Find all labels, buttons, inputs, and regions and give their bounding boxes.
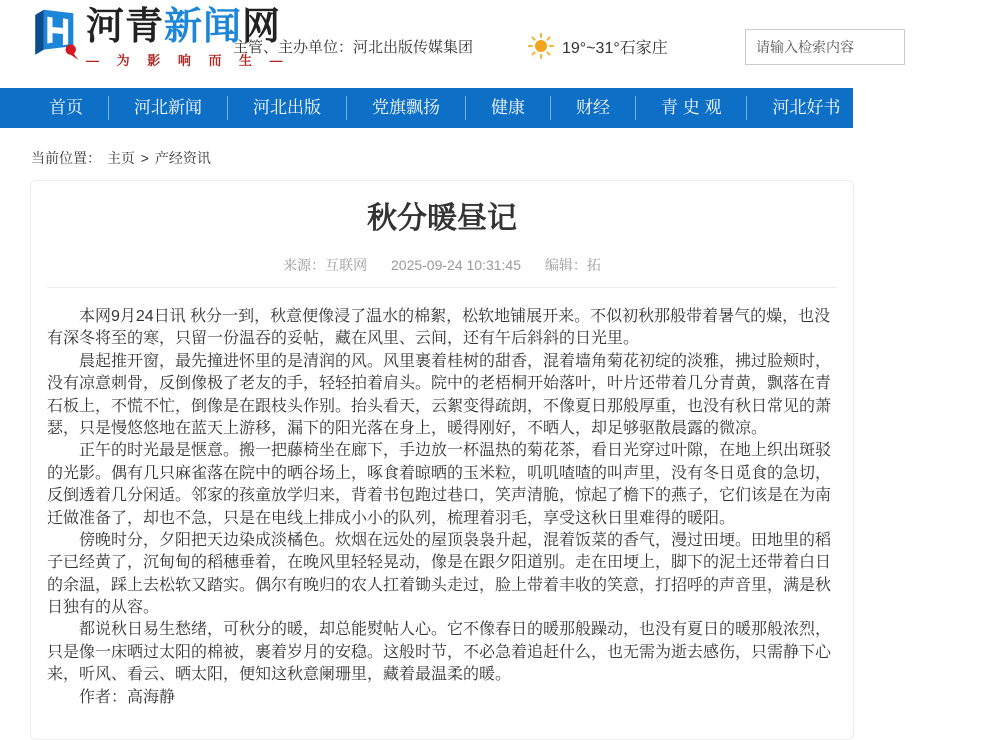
article-source: 来源：互联网	[283, 257, 368, 273]
article-paragraph: 正午的时光最是惬意。搬一把藤椅坐在廊下，手边放一杯温热的菊花茶，看日光穿过叶隙，在地上织出斑驳的光影。偶有几只麻雀落在院中的晒谷场上，啄食着晾晒的玉米粒，叽叽喳喳的叫声里，没有冬日觅食的急切，反倒透着几分闲适。邻家的孩童放学归来，背着书包跑过巷口，笑声清脆，惊起了檐下的燕子，它们该是在为南迁做准备了，却也不急，只是在电线上排成小小的队列，梳理着羽毛，享受这秋日里难得的暖阳。	[47, 442, 832, 527]
nav-item-hebei-books[interactable]: 河北好书	[747, 96, 866, 120]
breadcrumb-current: 产经资讯	[154, 150, 211, 166]
article-paragraph: 本网9月24日讯 秋分一到，秋意便像浸了温水的棉絮，松软地铺展开来。不似初秋那般带着暑气的燥，也没有深冬将至的寒，只留一份温吞的妥帖，藏在风里、云间，还有午后斜斜的日光里。	[47, 308, 831, 348]
nav-item-hebei-news[interactable]: 河北新闻	[109, 96, 228, 120]
sun-icon	[528, 33, 554, 59]
article-paragraph: 都说秋日易生愁绪，可秋分的暖，却总能熨帖人心。它不像春日的暖那般躁动，也没有夏日的暖那般浓烈，只是像一床晒过太阳的棉被，裹着岁月的安稳。这般时节，不必急着追赶什么，也无需为逝去感伤，只需静下心来，听风、看云、晒太阳，便知这秋意阑珊里，藏着最温柔的暖。	[47, 621, 832, 684]
article-paragraph: 晨起推开窗，最先撞进怀里的是清润的风。风里裹着桂树的甜香，混着墙角菊花初绽的淡雅，拂过脸颊时，没有凉意刺骨，反倒像极了老友的手，轻轻拍着肩头。院中的老梧桐开始落叶，叶片还带着几分青黄，飘落在青石板上，不慌不忙，倒像是在跟枝头作别。抬头看天，云絮变得疏朗，不像夏日那般厚重，也没有秋日常见的萧瑟，只是慢悠悠地在蓝天上游移，漏下的阳光落在身上，暖得刚好，不晒人，却足够驱散晨露的微凉。	[47, 352, 832, 437]
breadcrumb-separator: >	[140, 150, 149, 166]
site-header	[0, 0, 853, 88]
nav-item-rumor-refute[interactable]: 全民辟谣	[891, 98, 960, 117]
article-title: 秋分暖昼记	[367, 202, 517, 235]
article-body	[47, 288, 837, 709]
search-input[interactable]	[745, 29, 905, 65]
main-nav	[0, 88, 960, 128]
logo-title: 河青新闻网	[86, 6, 282, 48]
article-datetime: 2025-09-24 10:31:45	[391, 257, 521, 273]
nav-item-finance[interactable]: 财经	[551, 96, 636, 120]
article-paragraph: 傍晚时分，夕阳把天边染成淡橘色。炊烟在远处的屋顶袅袅升起，混着饭菜的香气，漫过田埂。田地里的稻子已经黄了，沉甸甸的稻穗垂着，在晚风里轻轻晃动，像是在跟夕阳道别。走在田埂上，脚下的泥土还带着白日的余温，踩上去松软又踏实。偶尔有晚归的农人扛着锄头走过，脸上带着丰收的笑意，打招呼的声音里，满是秋日独有的从容。	[47, 531, 832, 617]
nav-item-home[interactable]: 首页	[24, 96, 109, 120]
article-meta	[47, 255, 837, 275]
weather-widget	[528, 33, 668, 59]
breadcrumb	[0, 128, 853, 180]
nav-item-qingshiguan[interactable]: 青 史 观	[636, 96, 747, 120]
breadcrumb-home-link[interactable]: 主页	[106, 150, 135, 166]
breadcrumb-label: 当前位置：	[31, 150, 101, 166]
nav-item-hebei-publishing[interactable]: 河北出版	[228, 96, 347, 120]
sponsor-text: 主管、主办单位：河北出版传媒集团	[233, 39, 474, 56]
weather-text: 19°~31°石家庄	[562, 39, 668, 57]
nav-item-party-flag[interactable]: 党旗飘扬	[347, 96, 466, 120]
heqing-logo-icon	[30, 6, 82, 62]
logo-tagline: — 为 影 响 而 生 —	[86, 53, 290, 68]
article-author: 作者：高海静	[79, 688, 176, 706]
article-container	[30, 180, 854, 740]
nav-item-health[interactable]: 健康	[466, 96, 551, 120]
article-editor: 编辑：拓	[544, 257, 601, 273]
